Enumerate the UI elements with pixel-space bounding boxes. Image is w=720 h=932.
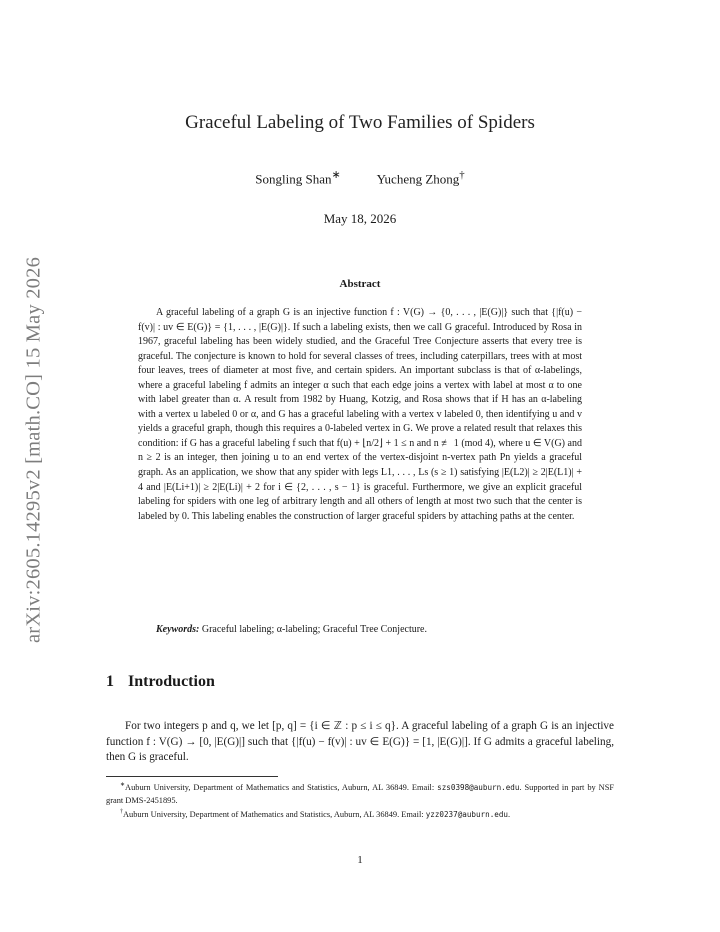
footnote-mark: ∗ bbox=[120, 782, 126, 788]
keywords-label: Keywords: bbox=[156, 624, 200, 635]
arxiv-stamp-text: arXiv:2605.14295v2 [math.CO] 15 May 2026 bbox=[22, 256, 45, 644]
footnote-text: Auburn University, Department of Mathematics and Statistics, Auburn, AL 36849. Email: bbox=[125, 782, 438, 792]
footnote bbox=[106, 779, 614, 807]
author-list bbox=[0, 168, 720, 187]
footnote-extra: . bbox=[507, 809, 511, 819]
email-link[interactable]: yzz0237@auburn.edu bbox=[425, 809, 508, 819]
intro-paragraph: For two integers p and q, we let [p, q] = {i ∈ ℤ : p ≤ i ≤ q}. A graceful labeling of a graph G is an injective function f : V(G) → [0, |E(G)|] such that {|f(u) − f(v)| : uv ∈ E(G)} = [1, |E(G)|]. If G admits a graceful labeling, then G is graceful. bbox=[106, 720, 614, 764]
section-heading bbox=[106, 673, 215, 691]
email-link[interactable]: szs0398@auburn.edu bbox=[437, 782, 520, 792]
paper-date: May 18, 2026 bbox=[323, 211, 397, 226]
author-footnote-mark: ∗ bbox=[331, 169, 341, 181]
author-name: Songling Shan bbox=[255, 171, 332, 187]
section-title: Introduction bbox=[128, 673, 215, 690]
paper-title: Graceful Labeling of Two Families of Spiders bbox=[185, 112, 535, 133]
footnote bbox=[106, 806, 614, 821]
author-footnote-mark: † bbox=[459, 169, 465, 181]
author-name: Yucheng Zhong bbox=[376, 171, 460, 187]
abstract-heading: Abstract bbox=[339, 278, 381, 290]
section-number: 1 bbox=[106, 673, 114, 690]
page-number: 1 bbox=[357, 854, 363, 866]
arxiv-stamp bbox=[14, 240, 54, 660]
footnote-mark: † bbox=[120, 809, 123, 815]
keywords bbox=[156, 624, 586, 635]
footnote-extra: . Supported in part by NSF grant DMS-2451895. bbox=[106, 782, 615, 805]
footnote-text: Auburn University, Department of Mathematics and Statistics, Auburn, AL 36849. Email: bbox=[123, 809, 426, 819]
keywords-text: Graceful labeling; α-labeling; Graceful Tree Conjecture. bbox=[201, 624, 427, 635]
footnote-divider bbox=[106, 776, 278, 777]
abstract-body: A graceful labeling of a graph G is an injective function f : V(G) → {0, . . . , |E(G)|} such that {|f(u) − f(v)| : uv ∈ E(G)} = {1, . . . , |E(G)|}. If such a labeling exists, then we call G graceful. Introduced by Rosa in 1967, graceful labeling has been widely studied, and the Graceful Tree Conjecture asserts that every tree is graceful. The conjecture is known to hold for several classes of trees, including caterpillars, trees with at most four leaves, trees of diameter at most five, and certain spiders. An important subclass is that of α-labelings, where a graceful labeling f admits an integer α such that each edge joins a vertex with label at most α to one with label greater than α. A result from 1982 by Huang, Kotzig, and Rosa shows that if H has an α-labeling with a vertex u labeled 0 or α, and G has a graceful labeling with a vertex v labeled 0, then identifying u and v yields a graceful graph, though this requires a 0-labeled vertex in G. We prove a related result that relaxes this condition: if G has a graceful labeling f such that f(u) + ⌊n/2⌋ + 1 ≤ n and n ≢ 1 (mod 4), where u ∈ V(G) and n ≥ 2 is an integer, then joining u to an end vertex of the vertex-disjoint n-vertex path Pn yields a graceful graph. As an application, we show that any spider with legs L1, . . . , Ls (s ≥ 1) satisfying |E(L2)| ≥ 2|E(L1)| + 4 and |E(Li+1)| ≥ 2|E(Li)| + 2 for i ∈ {2, . . . , s − 1} is graceful. Furthermore, we give an explicit graceful labeling for spiders with one leg of arbitrary length and all others of length at most two such that the center is labeled by 0. This labeling enables the construction of larger graceful spiders by attaching paths at the center. bbox=[138, 307, 582, 522]
